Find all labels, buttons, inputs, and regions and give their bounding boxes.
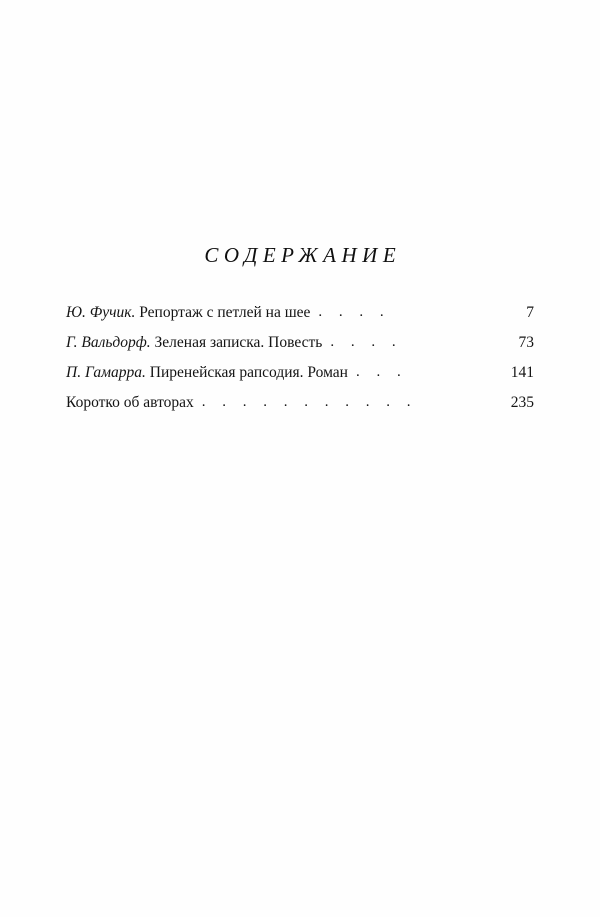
table-of-contents-list: [66, 298, 534, 418]
toc-entry-title: Коротко об авторах: [66, 394, 194, 411]
toc-entry: [66, 358, 534, 388]
toc-entry-title: Пиренейская рапсодия. Роман: [149, 364, 348, 381]
toc-entry-author: Ю. Фучик.: [66, 304, 136, 321]
toc-entry-author: П. Гамарра.: [66, 364, 146, 381]
toc-entry-page-number: 141: [510, 364, 534, 381]
toc-entry-page-number: 73: [518, 334, 534, 351]
toc-leader-dots: . . . .: [330, 334, 403, 350]
toc-entry-page-number: 235: [510, 394, 534, 411]
toc-leader-dots: . . . .: [318, 304, 391, 320]
toc-entry: [66, 328, 534, 358]
toc-entry-title: Зеленая записка. Повесть: [154, 334, 323, 351]
toc-entry-text: [66, 328, 322, 357]
toc-entry-text: [66, 298, 310, 327]
toc-entry-author: Г. Вальдорф.: [66, 334, 151, 351]
toc-entry-text: [66, 358, 348, 387]
toc-leader-dots: . . . . . . . . . . .: [201, 394, 418, 410]
toc-entry-text: [66, 388, 194, 417]
toc-leader-dots: . . .: [355, 364, 408, 380]
toc-entry-page-number: 7: [526, 304, 534, 321]
toc-entry: [66, 298, 534, 328]
page-title: СОДЕРЖАНИЕ: [204, 243, 402, 267]
toc-entry-title: Репортаж с петлей на шее: [139, 304, 311, 321]
toc-entry: [66, 388, 534, 418]
